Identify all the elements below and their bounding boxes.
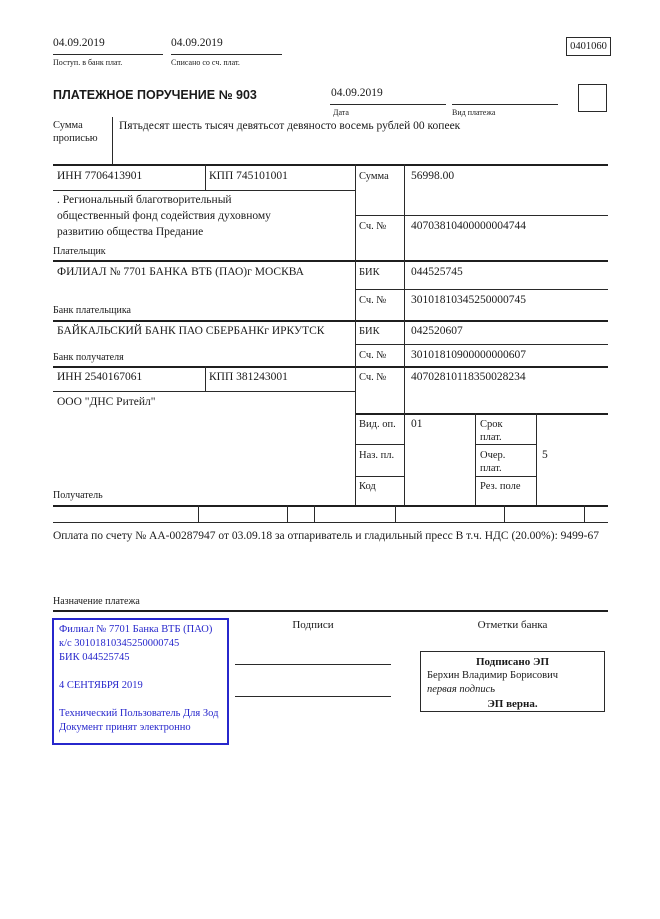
stamp-line: БИК 044525745 [59,652,130,663]
payment-purpose-label: Назначение платежа [53,596,140,607]
code-row-divider [504,505,505,523]
payment-kind-label: Вид платежа [452,108,496,117]
payer-account: 40703810400000004744 [411,220,526,232]
received-date-underline [53,54,163,55]
date-label: Дата [333,108,349,117]
table-line [355,476,404,477]
stamp-line: 4 СЕНТЯБРЯ 2019 [59,680,143,691]
table-line [53,610,608,612]
table-line [475,444,536,445]
payer-name-line3: развитию общества Предание [57,226,204,238]
beneficiary-bank-bik-label: БИК [359,326,380,337]
payer-bank-label: Банк плательщика [53,305,131,316]
payer-account-label: Сч. № [359,221,387,232]
signature-line-1 [235,664,391,665]
table-line [475,476,536,477]
signature-line-2 [235,696,391,697]
table-line [355,444,404,445]
esignature-box [420,651,605,712]
naz-pl-label: Наз. пл. [359,450,395,461]
date-underline [330,104,446,105]
table-divider [475,413,476,505]
beneficiary-inn: ИНН 2540167061 [57,371,143,383]
vid-op-value: 01 [411,418,423,430]
table-line [53,164,608,166]
code-row-divider [198,505,199,523]
beneficiary-label: Получатель [53,490,103,501]
esign-signer-name: Берхин Владимир Борисович [427,670,558,681]
beneficiary-name: ООО "ДНС Ритейл" [57,396,156,408]
code-row-divider [314,505,315,523]
beneficiary-bank-account: 30101810900000000607 [411,349,526,361]
payer-bank-account-label: Сч. № [359,295,387,306]
bank-marks-label: Отметки банка [477,619,548,631]
srok-plat-label: Срок плат. [480,419,503,443]
beneficiary-bank-account-label: Сч. № [359,350,387,361]
beneficiary-kpp: КПП 381243001 [209,371,288,383]
esign-title: Подписано ЭП [475,656,550,668]
table-line [53,391,355,392]
beneficiary-account-label: Сч. № [359,372,387,383]
table-divider [536,413,537,505]
vid-op-label: Вид. оп. [359,419,396,430]
stamp-line: Документ принят электронно [59,722,191,733]
payer-inn: ИНН 7706413901 [57,170,143,182]
form-code-box: 0401060 [566,37,611,56]
stamp-line: к/с 30101810345250000745 [59,638,180,649]
payer-bank-name: ФИЛИАЛ № 7701 БАНКА ВТБ (ПАО)г МОСКВА [57,266,304,278]
stamp-line [59,693,222,707]
payer-bank-bik-label: БИК [359,267,380,278]
table-line [53,522,608,523]
received-in-bank-label: Поступ. в банк плат. [53,58,123,67]
beneficiary-bank-name: БАЙКАЛЬСКИЙ БАНК ПАО СБЕРБАНКг ИРКУТСК [57,325,325,337]
table-line [53,260,608,262]
table-line [355,413,608,415]
stamp-line: Технический Пользователь Для Зод [59,708,219,719]
beneficiary-bank-bik: 042520607 [411,325,463,337]
payer-name-line2: общественный фонд содействия духовному [57,210,271,222]
payer-label: Плательщик [53,246,106,257]
table-divider [205,164,206,191]
amount-in-words-value: Пятьдесят шесть тысяч девятьсот девяносто восемь рублей 00 копеек [119,120,461,132]
table-divider [355,164,356,505]
amount-in-words-label: Сумма прописью [53,120,98,144]
debited-label: Списано со сч. плат. [171,58,240,67]
code-row-divider [395,505,396,523]
payer-kpp: КПП 745101001 [209,170,288,182]
beneficiary-account: 40702810118350028234 [411,371,526,383]
signatures-label: Подписи [292,619,334,631]
payment-kind-checkbox [578,84,607,112]
sum-value: 56998.00 [411,170,455,182]
stamp-line: Филиал № 7701 Банка ВТБ (ПАО) [59,624,213,635]
code-row-divider [584,505,585,523]
kod-label: Код [359,481,376,492]
stamp-line [59,665,222,679]
rez-pole-label: Рез. поле [480,481,521,492]
bank-stamp-box [52,618,229,745]
ocher-plat-value: 5 [542,449,548,461]
table-line [355,289,608,290]
table-line [355,344,608,345]
received-in-bank-date: 04.09.2019 [53,37,105,49]
code-row-divider [287,505,288,523]
table-line [53,320,608,322]
document-date: 04.09.2019 [331,87,383,99]
table-line [53,190,355,191]
esign-kind: первая подпись [427,684,496,695]
ocher-plat-label: Очер. плат. [480,450,506,474]
table-divider [205,366,206,392]
esign-verified: ЭП верна. [487,698,538,710]
payer-name-line1: . Региональный благотворительный [57,194,232,206]
amount-words-divider [112,117,113,164]
payer-bank-bik: 044525745 [411,266,463,278]
debited-date: 04.09.2019 [171,37,223,49]
payment-kind-underline [452,104,558,105]
table-line [53,366,608,368]
table-line [53,505,608,507]
document-title: ПЛАТЕЖНОЕ ПОРУЧЕНИЕ № 903 [53,88,257,102]
beneficiary-bank-label: Банк получателя [53,352,124,363]
payment-purpose-text: Оплата по счету № АА-00287947 от 03.09.18 за отпариватель и гладильный пресс В т.ч. НДС (20.00%): 9499-67 [53,530,599,542]
table-line [355,215,608,216]
debited-date-underline [171,54,282,55]
sum-label: Сумма [359,171,389,182]
payer-bank-account: 30101810345250000745 [411,294,526,306]
table-divider [404,164,405,505]
